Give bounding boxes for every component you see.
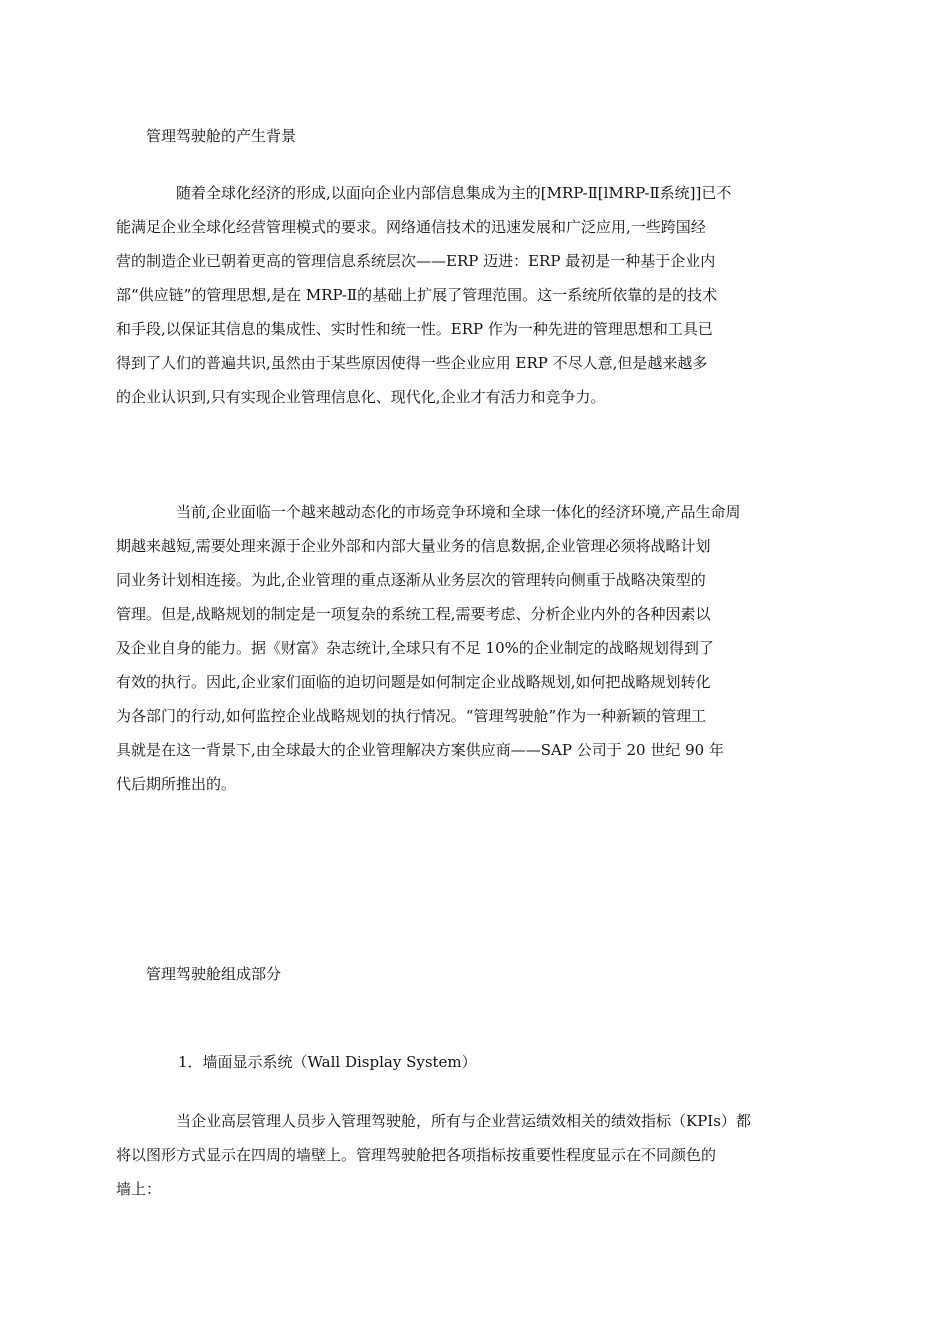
- text-line: 管理。但是,战略规划的制定是一项复杂的系统工程,需要考虑、分析企业内外的各种因素以: [116, 605, 711, 623]
- text-line: 的企业认识到,只有实现企业管理信息化、现代化,企业才有活力和竞争力。: [116, 388, 606, 406]
- text-line: 有效的执行。因此,企业家们面临的迫切问题是如何制定企业战略规划,如何把战略规划转化: [116, 673, 711, 691]
- section-heading-background: 管理驾驶舱的产生背景: [146, 127, 297, 145]
- text-line: 当前,企业面临一个越来越动态化的市场竞争环境和全球一体化的经济环境,产品生命周: [176, 503, 741, 521]
- text-line: 将以图形方式显示在四周的墙壁上。管理驾驶舱把各项指标按重要性程度显示在不同颜色的: [116, 1146, 717, 1164]
- text-line: 营的制造企业已朝着更高的管理信息系统层次——ERP 迈进：ERP 最初是一种基于企业内: [116, 252, 716, 270]
- text-line: 当企业高层管理人员步入管理驾驶舱，所有与企业营运绩效相关的绩效指标（KPIs）都: [176, 1112, 751, 1130]
- text-line: 能满足企业全球化经营管理模式的要求。网络通信技术的迅速发展和广泛应用,一些跨国经: [116, 218, 706, 236]
- list-item-title-wall-display: 1．墙面显示系统（Wall Display System）: [178, 1053, 477, 1071]
- paragraph-erp-background: [116, 176, 806, 414]
- text-line: 同业务计划相连接。为此,企业管理的重点逐渐从业务层次的管理转向侧重于战略决策型的: [116, 571, 706, 589]
- text-line: 随着全球化经济的形成,以面向企业内部信息集成为主的[MRP-Ⅱ[lMRP-Ⅱ系统]]已不: [176, 184, 732, 202]
- text-line: 和手段,以保证其信息的集成性、实时性和统一性。ERP 作为一种先进的管理思想和工具已: [116, 320, 713, 338]
- paragraph-strategy-background: [116, 495, 806, 801]
- section-heading-components: 管理驾驶舱组成部分: [146, 965, 282, 983]
- text-line: 部“供应链”的管理思想,是在 MRP-Ⅱ的基础上扩展了管理范围。这一系统所依靠的是的技术: [116, 286, 718, 304]
- text-line: 具就是在这一背景下,由全球最大的企业管理解决方案供应商——SAP 公司于 20 世纪 90 年: [116, 741, 724, 759]
- text-line: 为各部门的行动,如何监控企业战略规划的执行情况。“管理驾驶舱”作为一种新颖的管理工: [116, 707, 707, 725]
- text-line: 期越来越短,需要处理来源于企业外部和内部大量业务的信息数据,企业管理必须将战略计划: [116, 537, 711, 555]
- text-line: 得到了人们的普遍共识,虽然由于某些原因使得一些企业应用 ERP 不尽人意,但是越来越多: [116, 354, 708, 372]
- text-line: 及企业自身的能力。据《财富》杂志统计,全球只有不足 10%的企业制定的战略规划得到了: [116, 639, 714, 657]
- paragraph-wall-display: [116, 1104, 806, 1206]
- text-line: 墙上：: [116, 1180, 162, 1198]
- text-line: 代后期所推出的。: [116, 775, 237, 793]
